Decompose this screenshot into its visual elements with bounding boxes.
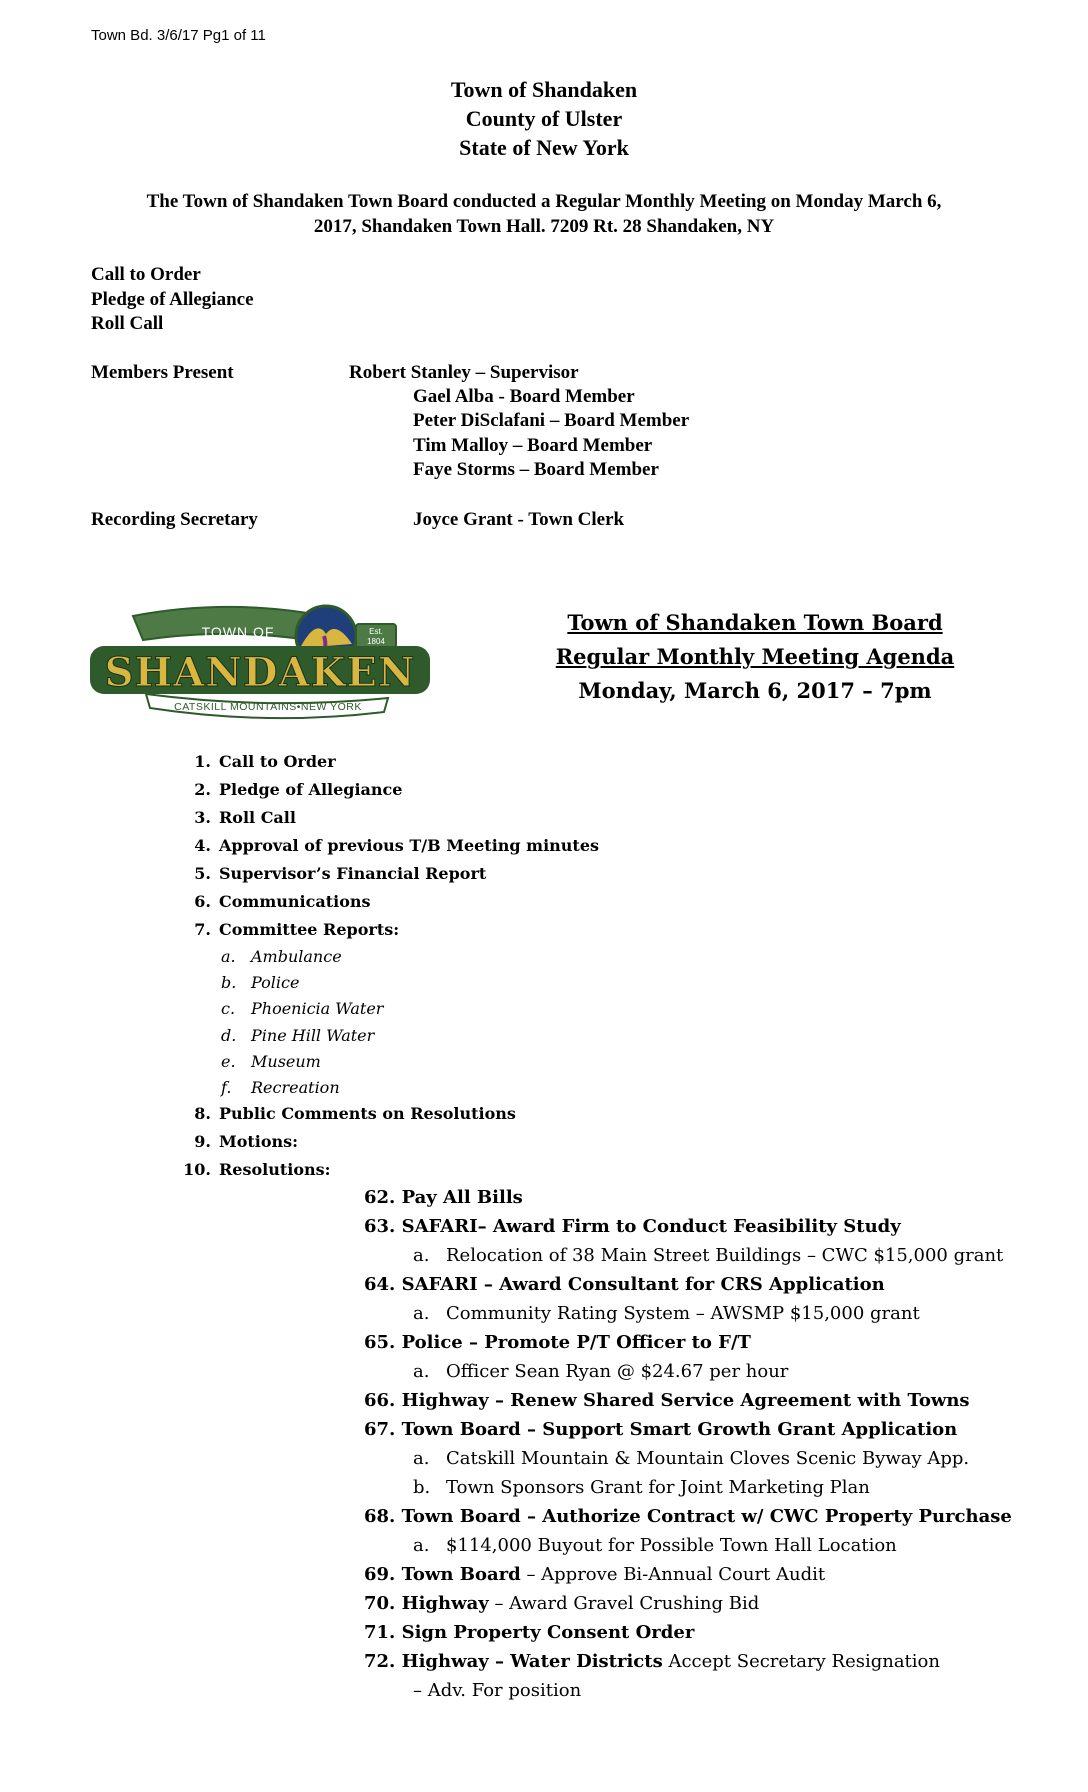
member: Gael Alba - Board Member [413, 386, 635, 407]
resolution-64: 64. SAFARI – Award Consultant for CRS Application [364, 1274, 885, 1295]
agenda-title-line-1: Town of Shandaken Town Board [567, 610, 943, 635]
logo-main-text: SHANDAKEN [104, 649, 416, 696]
opening-item: Roll Call [91, 313, 164, 334]
agenda-item: 3. Roll Call [194, 808, 296, 827]
title-county: County of Ulster [465, 106, 623, 131]
members-label: Members Present [91, 362, 234, 383]
logo-top-text: TOWN OF [201, 624, 275, 640]
member-supervisor: Robert Stanley – Supervisor [349, 362, 579, 383]
resolution-71: 71. Sign Property Consent Order [364, 1622, 695, 1643]
opening-item: Pledge of Allegiance [91, 288, 254, 310]
agenda-title-line-2: Regular Monthly Meeting Agenda [555, 644, 955, 669]
resolution-67: 67. Town Board – Support Smart Growth Grant Application [364, 1419, 958, 1440]
page-header: Town Bd. 3/6/17 Pg1 of 11 [91, 27, 266, 44]
intro-line-2: 2017, Shandaken Town Hall. 7209 Rt. 28 Shandaken, NY [313, 216, 775, 237]
resolution-63: 63. SAFARI– Award Firm to Conduct Feasibility Study [364, 1216, 901, 1237]
resolution-68: 68. Town Board – Authorize Contract w/ CWC Property Purchase [364, 1506, 1012, 1527]
secretary-label: Recording Secretary [91, 509, 258, 530]
agenda-item: 8. Public Comments on Resolutions [194, 1104, 516, 1123]
title-town: Town of Shandaken [450, 77, 638, 102]
committee-report: b. Police [221, 973, 300, 992]
agenda-item: 7. Committee Reports: [194, 920, 400, 939]
committee-report: d. Pine Hill Water [221, 1026, 375, 1045]
opening-item: Call to Order [91, 264, 201, 285]
resolution-69: 69. Town Board – Approve Bi-Annual Court Audit [364, 1564, 826, 1585]
logo-est-label: Est. [369, 627, 383, 636]
title-state: State of New York [459, 135, 629, 160]
intro-line-1: The Town of Shandaken Town Board conducted a Regular Monthly Meeting on Monday March 6, [146, 191, 942, 212]
committee-report: c. Phoenicia Water [221, 999, 384, 1018]
committee-report: e. Museum [221, 1052, 321, 1071]
member: Peter DiSclafani – Board Member [413, 410, 690, 431]
agenda-item: 4. Approval of previous T/B Meeting minutes [194, 836, 600, 855]
resolution-72-continued: – Adv. For position [413, 1680, 582, 1701]
agenda-item: 6. Communications [194, 892, 371, 911]
member: Tim Malloy – Board Member [413, 435, 653, 456]
resolution-62: 62. Pay All Bills [364, 1187, 523, 1208]
resolution-66: 66. Highway – Renew Shared Service Agreement with Towns [364, 1390, 970, 1411]
agenda-item: 5. Supervisor’s Financial Report [194, 864, 487, 883]
secretary-name: Joyce Grant - Town Clerk [413, 509, 625, 530]
document-page: Town Bd. 3/6/17 Pg1 of 11 Town of Shandaken County of Ulster State of New York The Town of Shandaken Town Board conducted a Regular Monthly Meeting on Monday March 6, 2017, Shandaken Town Hall. 7209 Rt. 28 Shandaken, NY Call to Order Pledge of Allegiance Roll Call Members Present Robert Stanley – Supervisor Gael Alba - Board Member Peter DiSclafani – Board Member Tim Malloy – Board Member Faye Storms – Board Member Recording Secretary Joyce Grant - Town Clerk TOWN OF Est. 1804 SHANDAKEN CATSKILL MOUNTAINS•NEW YORK Town of Shandaken Town Board Regular Monthly Meeting Agenda Monday, March 6, 2017 – 7pm 1. Call to Order 2. Pledge of Allegiance 3. Roll Call 4. Approval of previous T/B Meeting minutes 5. Supervisor’s Financial Report 6. Communications 7. Committee Reports: a. Ambulance b. Police c. Phoenicia Water d. Pine Hill Water e. Museum f. Recreation 8. Public Comments on Resolutions 9. Motions: 10. Resolutions: 62. Pay All Bills 63. SAFARI– Award Firm to Conduct Feasibility Study a. Relocation of 38 Main Street Buildings – CWC $15,000 grant 64. SAFARI – Award Consultant for CRS Application a. Community Rating System – AWSMP $15,000 grant 65. Police – Promote P/T Officer to F/T a. Officer Sean Ryan @ $24.67 per hour 66. Highway – Renew Shared Service Agreement with Towns 67. Town Board – Support Smart Growth Grant Application a. Catskill Mountain & Mountain Cloves Scenic Byway App. b. Town Sponsors Grant for Joint Marketing Plan 68. Town Board – Authorize Contract w/ CWC Property Purchase a. $114,000 Buyout for Possible Town Hall Location 69. Town Board – Approve Bi-Annual Court Audit 70. Highway – Award Gravel Crushing Bid 71. Sign Property Consent Order 72. Highway – Water Districts Accept Secretary Resignation – Adv. For position [0, 0, 1088, 1792]
resolution-72: 72. Highway – Water Districts Accept Secretary Resignation [364, 1651, 940, 1672]
agenda-item: 1. Call to Order [194, 752, 336, 771]
committee-report: f. Recreation [221, 1078, 340, 1097]
resolution-65: 65. Police – Promote P/T Officer to F/T [364, 1332, 751, 1353]
opening-items [91, 263, 254, 337]
agenda-item: 2. Pledge of Allegiance [194, 780, 403, 799]
agenda-item: 10. Resolutions: [183, 1160, 331, 1179]
logo-est-year: 1804 [367, 637, 385, 646]
logo-bottom-text: CATSKILL MOUNTAINS•NEW YORK [174, 701, 362, 713]
resolution-70: 70. Highway – Award Gravel Crushing Bid [364, 1593, 760, 1614]
shandaken-logo [88, 598, 438, 730]
agenda-item: 9. Motions: [194, 1132, 299, 1151]
member: Faye Storms – Board Member [413, 459, 659, 480]
committee-report: a. Ambulance [221, 947, 342, 966]
agenda-title-line-3: Monday, March 6, 2017 – 7pm [578, 678, 932, 703]
